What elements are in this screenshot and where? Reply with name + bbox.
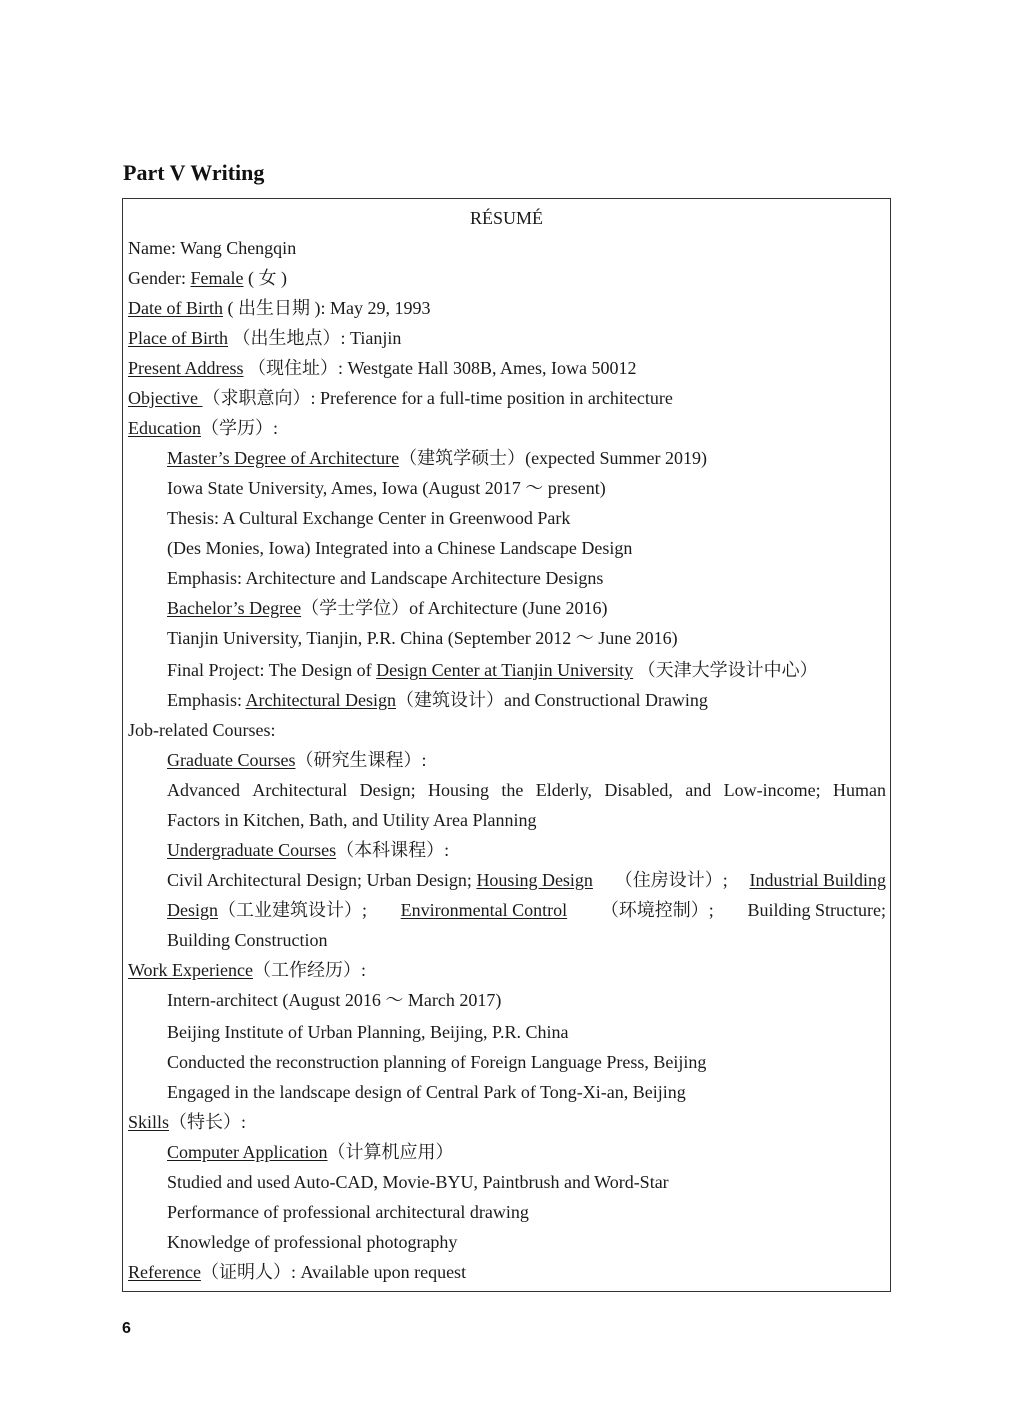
undergraduate-courses-cn: （本科课程）:: [336, 840, 450, 860]
objective-label: Objective: [128, 388, 203, 408]
graduate-courses-text-1: [167, 778, 886, 802]
masters-degree-line: [167, 446, 707, 470]
gender-value: Female: [190, 268, 244, 288]
word: Design;: [359, 780, 416, 800]
bachelors-degree: Bachelor’s Degree: [167, 598, 302, 618]
bachelors-emphasis-suffix: and Constructional Drawing: [503, 690, 708, 710]
skills-label: Skills: [128, 1112, 170, 1132]
reference-cn: （证明人）: [200, 1262, 291, 1282]
address-cn: （现住址）: [243, 358, 338, 378]
bachelors-school-line: Tianjin University, Tianjin, P.R. China (September 2012 ～ June 2016): [167, 628, 678, 648]
masters-school-line: Iowa State University, Ames, Iowa (August 2017 ～ present): [167, 478, 606, 498]
ug-housing-cn: （住房设计）;: [614, 870, 728, 890]
skills-item-2: Performance of professional architectural drawing: [167, 1202, 529, 1222]
reference-value: : Available upon request: [290, 1262, 467, 1282]
computer-application-line: [167, 1140, 453, 1164]
ug-text: Civil Architectural Design; Urban Design;: [167, 870, 477, 890]
ug-segment: [167, 868, 593, 892]
objective-cn: （求职意向）: [202, 388, 311, 408]
reference-label: Reference: [128, 1262, 201, 1282]
building-structure: Building Structure;: [747, 900, 886, 920]
work-cn: （工作经历）:: [253, 960, 367, 980]
pob-label: Place of Birth: [128, 328, 228, 348]
bachelors-note: of Architecture (June 2016): [409, 598, 608, 618]
gender-line: [128, 266, 287, 290]
work-duty-1: Conducted the reconstruction planning of Foreign Language Press, Beijing: [167, 1052, 707, 1072]
work-duty-2: Engaged in the landscape design of Central Park of Tong-Xi-an, Beijing: [167, 1082, 686, 1102]
industrial-cn: （工业建筑设计）;: [218, 900, 368, 920]
bachelors-emphasis-prefix: Emphasis:: [167, 690, 246, 710]
graduate-courses-text-2: Factors in Kitchen, Bath, and Utility Area Planning: [167, 810, 537, 830]
skills-item-1: Studied and used Auto-CAD, Movie-BYU, Paintbrush and Word-Star: [167, 1172, 669, 1192]
pob-value: : Tianjin: [340, 328, 402, 348]
ug-segment: [167, 898, 367, 922]
thesis-line-2: (Des Monies, Iowa) Integrated into a Chinese Landscape Design: [167, 538, 633, 558]
thesis-line-1: Thesis: A Cultural Exchange Center in Greenwood Park: [167, 508, 571, 528]
address-value: : Westgate Hall 308B, Ames, Iowa 50012: [338, 358, 637, 378]
environmental-cn: （环境控制）;: [600, 900, 714, 920]
word: Housing: [428, 780, 490, 800]
computer-application-label: Computer Application: [167, 1142, 328, 1162]
graduate-courses-line: [167, 748, 426, 772]
housing-design: Housing Design: [476, 870, 593, 890]
education-label: Education: [128, 418, 201, 438]
skills-cn: （特长）:: [169, 1112, 247, 1132]
bachelors-cn: （学士学位）: [301, 598, 410, 618]
dob-line: [128, 296, 430, 320]
dob-value: : May 29, 1993: [320, 298, 431, 318]
skills-item-3: Knowledge of professional photography: [167, 1232, 458, 1252]
undergraduate-courses-line: [167, 838, 449, 862]
design-word: Design: [167, 900, 218, 920]
work-heading: [128, 958, 366, 982]
education-heading: [128, 416, 278, 440]
objective-value: : Preference for a full-time position in architecture: [310, 388, 673, 408]
word: Disabled,: [604, 780, 673, 800]
bachelors-emphasis-cn: （建筑设计）: [395, 690, 504, 710]
word: Advanced: [167, 780, 240, 800]
resume-title: RÉSUMÉ: [469, 208, 543, 228]
pob-cn: （出生地点）: [227, 328, 341, 348]
reference-line: [128, 1260, 466, 1284]
word: Elderly,: [535, 780, 593, 800]
skills-heading: [128, 1110, 246, 1134]
work-label: Work Experience: [128, 960, 253, 980]
page-number: 6: [122, 1320, 131, 1337]
education-cn: （学历）:: [200, 418, 278, 438]
name-line: Name: Wang Chengqin: [128, 238, 297, 258]
masters-degree: Master’s Degree of Architecture: [167, 448, 400, 468]
work-role: Intern-architect (August 2016 ～ March 2017): [167, 990, 502, 1010]
graduate-courses-cn: （研究生课程）:: [295, 750, 427, 770]
masters-note: (expected Summer 2019): [525, 448, 708, 468]
address-line: [128, 356, 637, 380]
word: Architectural: [252, 780, 348, 800]
address-label: Present Address: [128, 358, 244, 378]
undergraduate-courses-label: Undergraduate Courses: [167, 840, 337, 860]
final-project-title: Design Center at Tianjin University: [376, 660, 634, 680]
courses-heading: Job-related Courses:: [128, 720, 276, 740]
industrial-building: Industrial Building: [749, 870, 886, 890]
final-project-line: [167, 658, 818, 682]
undergraduate-courses-text-2: [167, 898, 886, 922]
work-org: Beijing Institute of Urban Planning, Beijing, P.R. China: [167, 1022, 569, 1042]
environmental-control: Environmental Control: [400, 900, 568, 920]
word: Low-income;: [723, 780, 821, 800]
bachelors-emphasis-field: Architectural Design: [245, 690, 396, 710]
bachelors-degree-line: [167, 596, 608, 620]
masters-cn: （建筑学硕士）: [399, 448, 526, 468]
final-project-prefix: Final Project: The Design of: [167, 660, 377, 680]
dob-label: Date of Birth: [128, 298, 223, 318]
dob-cn: ( 出生日期 ): [222, 298, 321, 318]
gender-cn: ( 女 ): [243, 268, 287, 288]
graduate-courses-label: Graduate Courses: [167, 750, 296, 770]
computer-application-cn: （计算机应用）: [327, 1142, 454, 1162]
word: Human: [832, 780, 886, 800]
word: the: [501, 780, 524, 800]
gender-label: Gender:: [128, 268, 191, 288]
undergraduate-courses-text-3: Building Construction: [167, 930, 328, 950]
bachelors-emphasis-line: [167, 688, 708, 712]
word: and: [685, 780, 712, 800]
section-heading: Part V Writing: [123, 160, 265, 185]
pob-line: [128, 326, 401, 350]
masters-emphasis-line: Emphasis: Architecture and Landscape Architecture Designs: [167, 568, 604, 588]
objective-line: [128, 386, 673, 410]
undergraduate-courses-text-1: [167, 868, 886, 892]
final-project-cn: （天津大学设计中心）: [633, 660, 818, 680]
